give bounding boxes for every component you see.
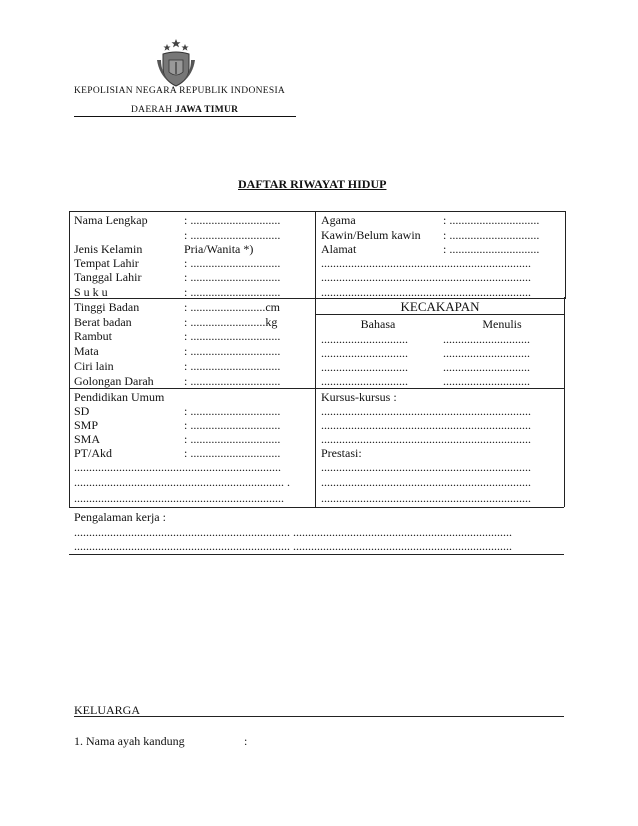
label-pendidikan-umum: Pendidikan Umum <box>74 390 165 404</box>
field-alamat-line: ...................................................................... <box>321 256 531 270</box>
police-emblem-logo <box>153 38 199 88</box>
field-menulis: ............................. <box>443 332 530 346</box>
label-suku: S u k u <box>74 285 108 299</box>
field-menulis: ............................. <box>443 374 530 388</box>
label-sd: SD <box>74 404 90 418</box>
field-alamat-line: ...................................................................... <box>321 270 531 284</box>
field-pt-akd: : .............................. <box>184 446 281 460</box>
header-region: DAERAH JAWA TIMUR <box>131 105 239 115</box>
kecakapan-heading: KECAKAPAN <box>400 299 480 314</box>
field-kursus-line: ...................................................................... <box>321 432 531 446</box>
label-golongan-darah: Golongan Darah <box>74 374 154 388</box>
field-prestasi-line: ...................................................................... <box>321 475 531 489</box>
field-bahasa: ............................. <box>321 360 408 374</box>
field-suku: : .............................. <box>184 285 281 299</box>
field-nama-ayah: : <box>244 734 248 748</box>
field-sma: : .............................. <box>184 432 281 446</box>
label-rambut: Rambut <box>74 329 112 343</box>
field-alamat: : .............................. <box>443 242 540 256</box>
field-pengalaman-line: ........................................................................ ......................................................................... <box>74 539 512 553</box>
label-pengalaman-kerja: Pengalaman kerja : <box>74 510 166 524</box>
form-row-divider <box>315 314 564 315</box>
label-berat-badan: Berat badan <box>74 315 132 329</box>
field-prestasi-line: ...................................................................... <box>321 491 531 505</box>
field-bahasa: ............................. <box>321 374 408 388</box>
field-kursus-line: ...................................................................... <box>321 404 531 418</box>
field-menulis: ............................. <box>443 360 530 374</box>
field-pendidikan-line: ...................................................................... . <box>74 475 290 489</box>
field-status-kawin: : .............................. <box>443 228 540 242</box>
section-title-keluarga: KELUARGA <box>74 703 140 717</box>
label-ciri-lain: Ciri lain <box>74 359 114 373</box>
form-divider <box>315 211 316 507</box>
kecakapan-col-menulis: Menulis <box>482 317 522 331</box>
field-pendidikan-line: ..................................................................... <box>74 460 281 474</box>
label-status-kawin: Kawin/Belum kawin <box>321 228 421 242</box>
field-tinggi-badan: : .........................cm <box>184 300 280 314</box>
label-mata: Mata <box>74 344 99 358</box>
form-row-divider <box>69 507 564 508</box>
field-pendidikan-line: ...................................................................... <box>74 491 284 505</box>
field-ciri-lain: : .............................. <box>184 359 281 373</box>
label-sma: SMA <box>74 432 101 446</box>
field-menulis: ............................. <box>443 346 530 360</box>
label-pt-akd: PT/Akd <box>74 446 113 460</box>
field-berat-badan: : .........................kg <box>184 315 278 329</box>
form-row-divider <box>69 388 564 389</box>
form-right-border <box>564 297 565 507</box>
field-bahasa: ............................. <box>321 346 408 360</box>
form-left-border <box>69 297 70 507</box>
label-kursus: Kursus-kursus : <box>321 390 397 404</box>
header-institution: KEPOLISIAN NEGARA REPUBLIK INDONESIA <box>74 86 286 96</box>
field-alamat-line: ...................................................................... <box>321 285 531 299</box>
field-tanggal-lahir: : .............................. <box>184 270 281 284</box>
label-nama-lengkap: Nama Lengkap <box>74 213 148 227</box>
field-pengalaman-line: ........................................................................ ......................................................................... <box>74 525 512 539</box>
field-agama: : .............................. <box>443 213 540 227</box>
field-tempat-lahir: : .............................. <box>184 256 281 270</box>
label-jenis-kelamin: Jenis Kelamin <box>74 242 143 256</box>
page-title: DAFTAR RIWAYAT HIDUP <box>238 177 387 191</box>
form-bottom-line <box>69 554 564 555</box>
label-tempat-lahir: Tempat Lahir <box>74 256 139 270</box>
kecakapan-col-bahasa: Bahasa <box>360 317 396 331</box>
label-prestasi: Prestasi: <box>321 446 362 460</box>
label-alamat: Alamat <box>321 242 357 256</box>
field-nama-lengkap-2: : .............................. <box>184 228 281 242</box>
label-smp: SMP <box>74 418 99 432</box>
field-jenis-kelamin: Pria/Wanita *) <box>184 242 254 256</box>
header-underline <box>74 116 296 117</box>
field-bahasa: ............................. <box>321 332 408 346</box>
field-nama-lengkap: : .............................. <box>184 213 281 227</box>
field-kursus-line: ...................................................................... <box>321 418 531 432</box>
field-sd: : .............................. <box>184 404 281 418</box>
field-rambut: : .............................. <box>184 329 281 343</box>
keluarga-underline <box>74 716 564 717</box>
field-prestasi-line: ...................................................................... <box>321 460 531 474</box>
label-nama-ayah: 1. Nama ayah kandung <box>74 734 185 748</box>
field-golongan-darah: : .............................. <box>184 374 281 388</box>
label-tinggi-badan: Tinggi Badan <box>74 300 140 314</box>
field-mata: : .............................. <box>184 344 281 358</box>
label-agama: Agama <box>321 213 356 227</box>
field-smp: : .............................. <box>184 418 281 432</box>
label-tanggal-lahir: Tanggal Lahir <box>74 270 142 284</box>
